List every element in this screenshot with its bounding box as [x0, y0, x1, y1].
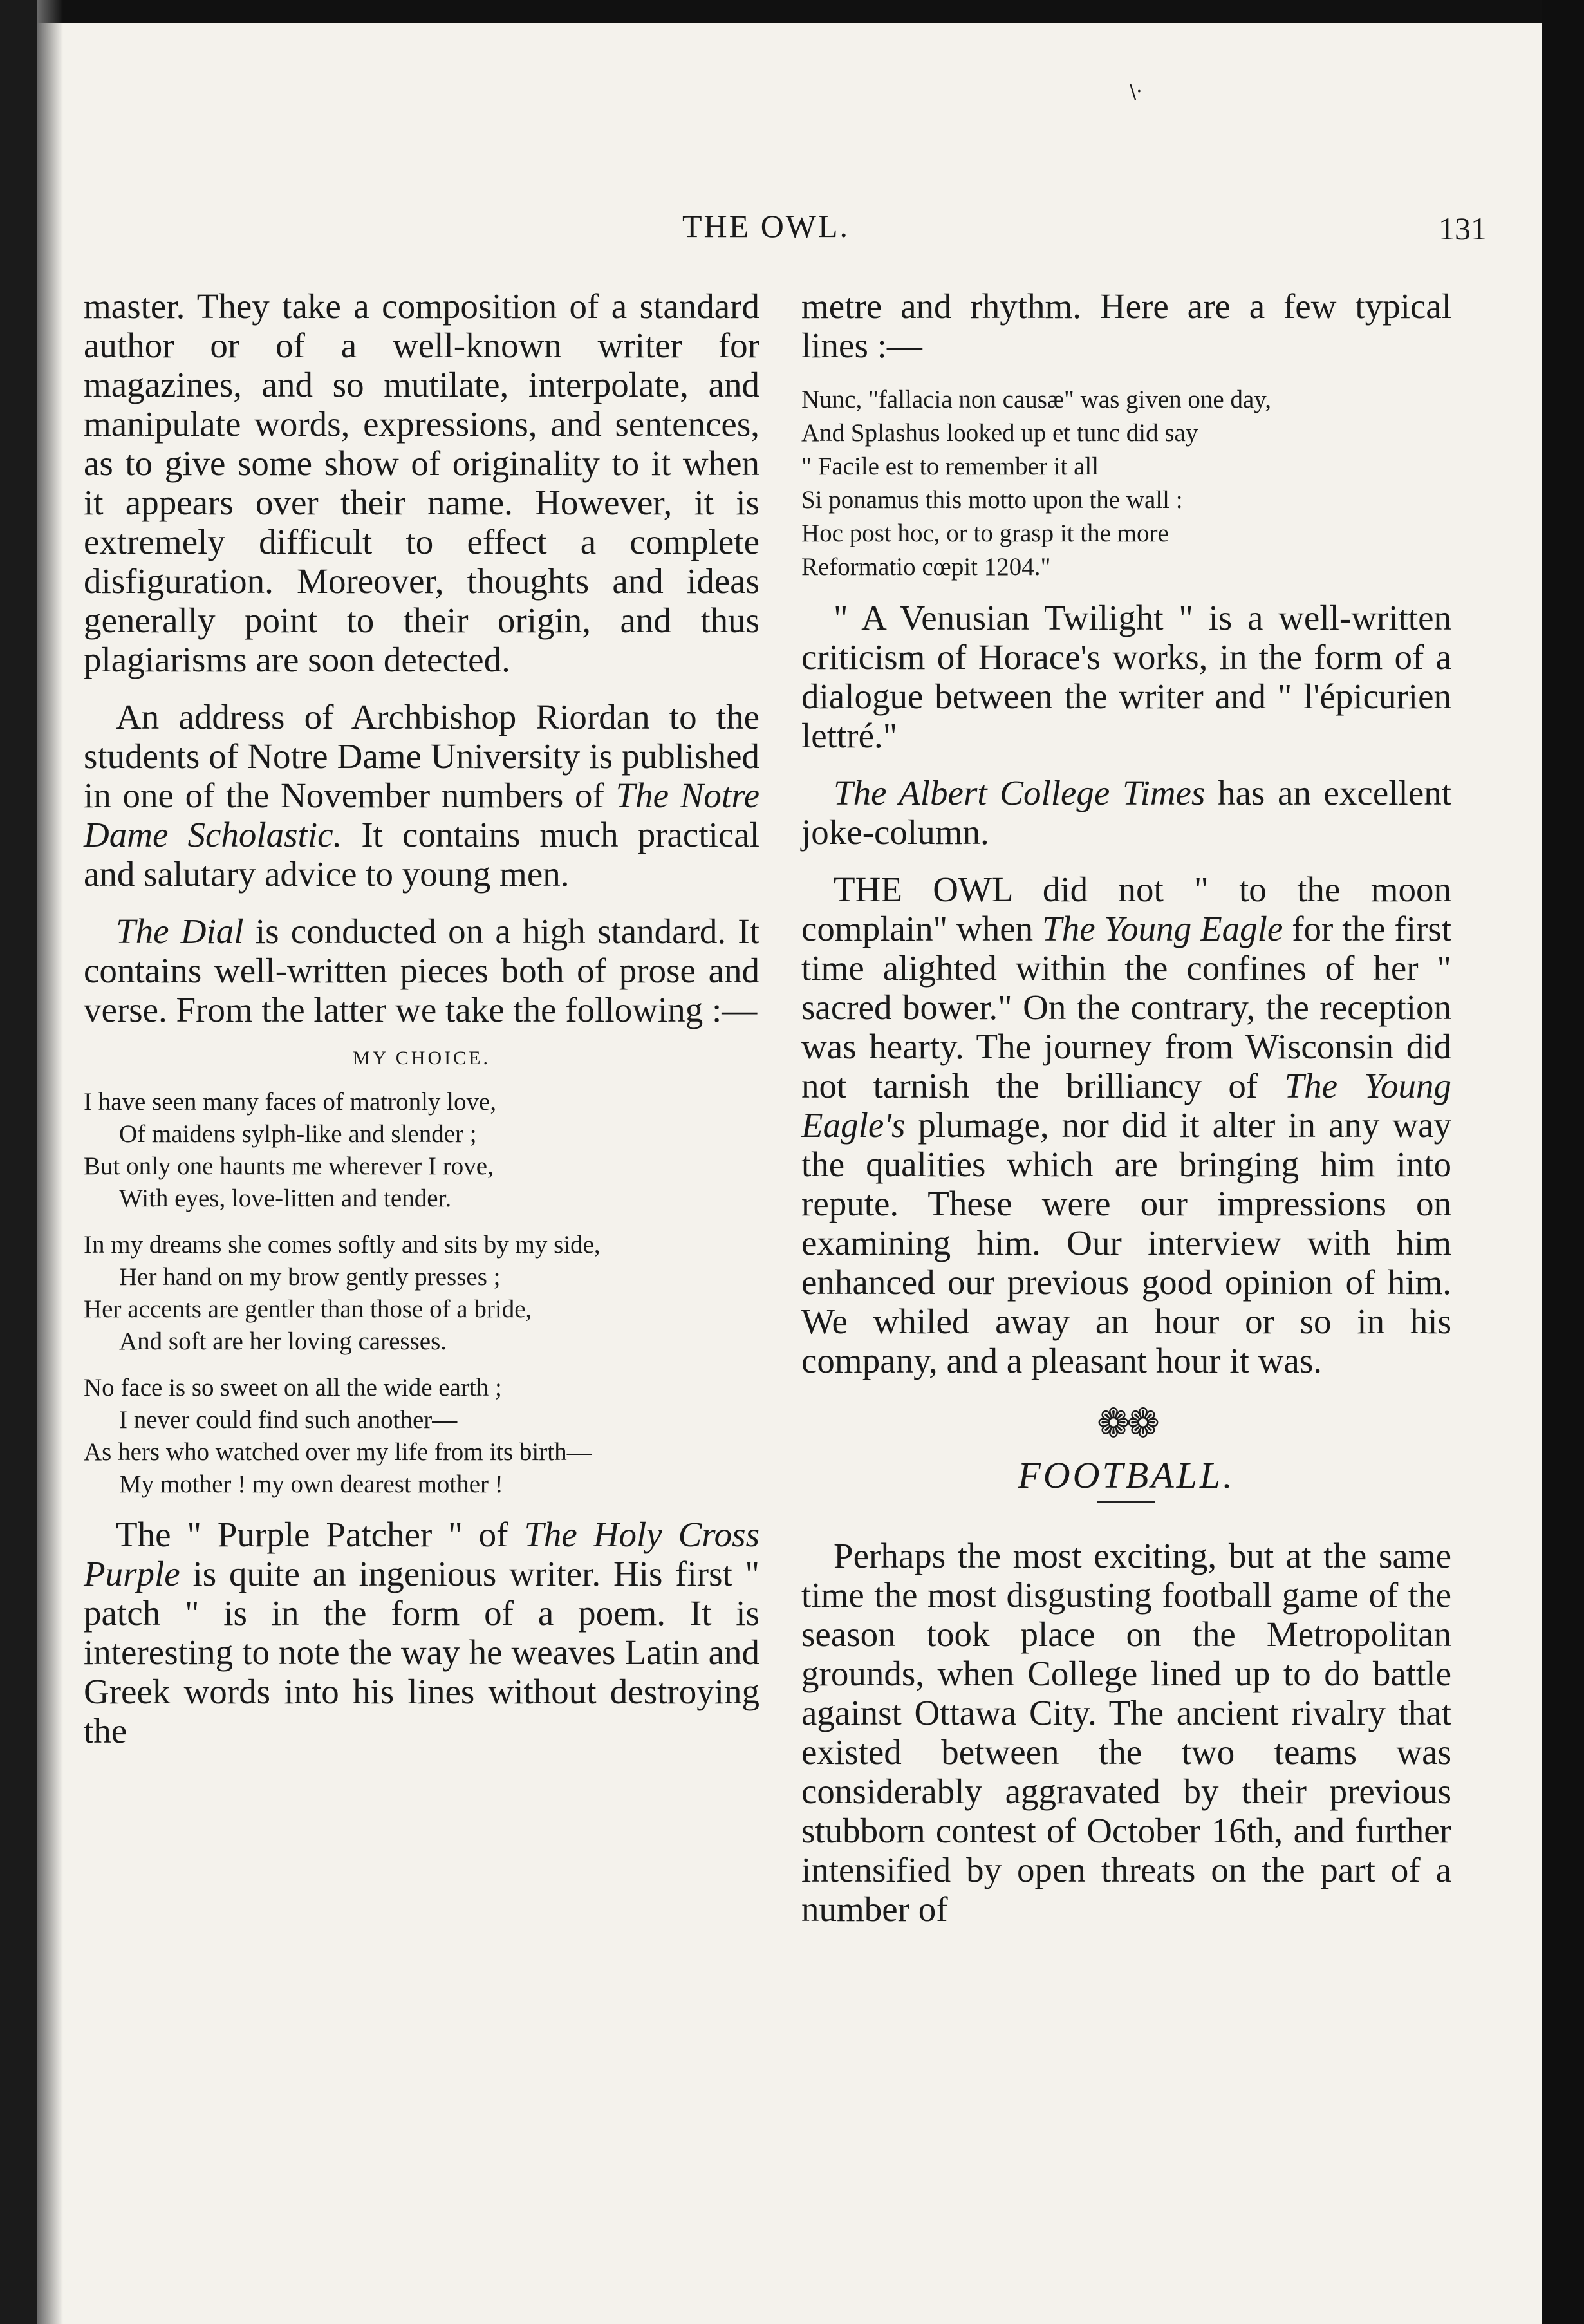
paragraph-text: It contains much practical and salutary advice to young men.	[84, 815, 759, 894]
publication-title: The Holy Cross Purple	[84, 1515, 759, 1593]
paragraph-text: The " Purple Patcher " of	[116, 1515, 525, 1554]
paragraph-dial	[84, 912, 759, 1029]
right-column	[801, 286, 1451, 1947]
poem-stanza-3	[84, 1372, 759, 1501]
paragraph-young-eagle	[801, 870, 1451, 1380]
left-column	[84, 286, 759, 1768]
quote-line: Nunc, "fallacia non causæ" was given one day,	[801, 386, 1271, 413]
verse-line: Her hand on my brow gently presses ;	[119, 1263, 501, 1291]
quote-line: Si ponamus this motto upon the wall :	[801, 486, 1183, 514]
page-number: 131	[1439, 211, 1487, 247]
publication-title: The Albert College Times	[834, 773, 1206, 812]
publication-title: The Notre Dame Scholastic.	[84, 776, 759, 854]
paragraph-text: THE OWL did not " to the moon complain" when	[801, 870, 1451, 948]
verse-line: Of maidens sylph-like and slender ;	[119, 1120, 477, 1148]
scan-binding-edge	[0, 0, 37, 2324]
publication-title: The Dial	[116, 912, 244, 951]
latin-verse-quote	[801, 383, 1451, 584]
verse-line: Her accents are gentler than those of a bride,	[84, 1295, 532, 1323]
poem-stanza-2	[84, 1229, 759, 1358]
paragraph-text: for the first time alighted within the confines of her " sacred bower." On the contrary, the reception was hearty. The journey from Wisconsin did not tarnish the brilliancy of	[801, 909, 1452, 1105]
paragraph-football: Perhaps the most exciting, but at the same time the most disgusting football game of the season took place on the Metropolitan grounds, when College lined up to do battle against Ottawa City. The ancient rivalry that existed between the two teams was considerably aggravated by their previous stubborn contest of October 16th, and further intensified by open threats on the part of a number of	[801, 1536, 1451, 1929]
scan-top-border	[0, 0, 1545, 23]
running-title: THE OWL.	[682, 208, 850, 244]
ornament-icon: ❁❁	[1097, 1402, 1156, 1446]
paragraph-text: is conducted on a high standard. It contains well-written pieces both of prose and verse. From the latter we take the following :—	[84, 912, 760, 1029]
paragraph-metre: metre and rhythm. Here are a few typical lines :—	[801, 286, 1451, 365]
quote-line: Reformatio cœpit 1204."	[801, 553, 1051, 581]
paragraph-plagiarism: master. They take a composition of a standard author or of a well-known writer for magazines, and so mutilate, interpolate, and manipulate words, expressions, and sentences, as to give some show of originality to it when it appears over their name. However, it is extremely difficult to effect a complete disfiguration. Moreover, thoughts and ideas generally point to their origin, and thus plagiarisms are soon detected.	[84, 286, 759, 679]
verse-line: No face is so sweet on all the wide earth ;	[84, 1374, 502, 1401]
verse-line: And soft are her loving caresses.	[119, 1327, 447, 1355]
publication-title: The Young Eagle	[1042, 909, 1283, 948]
section-title: FOOTBALL.	[1018, 1454, 1235, 1496]
paragraph-venusian: " A Venusian Twilight " is a well-written criticism of Horace's works, in the form of a dialogue between the writer and " l'épicurien lettré."	[801, 598, 1451, 755]
paragraph-albert-college	[801, 773, 1451, 852]
verse-line: I have seen many faces of matronly love,	[84, 1088, 497, 1116]
verse-line: My mother ! my own dearest mother !	[119, 1470, 503, 1498]
paragraph-purple-patcher	[84, 1515, 759, 1750]
paragraph-text: plumage, nor did it alter in any way the qualities which are bringing him into repute. These were our impressions on examining him. Our interview with him enhanced our previous good opinion of him. We whiled away an hour or so in his company, and a pleasant hour it was.	[801, 1105, 1451, 1380]
section-rule	[1097, 1501, 1155, 1503]
verse-line: I never could find such another—	[119, 1406, 458, 1434]
quote-line: And Splashus looked up et tunc did say	[801, 419, 1198, 447]
quote-line: " Facile est to remember it all	[801, 453, 1099, 480]
paragraph-riordan	[84, 697, 759, 894]
verse-line: As hers who watched over my life from its birth—	[84, 1438, 592, 1466]
paragraph-text: has an excellent joke-column.	[801, 773, 1452, 852]
running-header	[84, 207, 1487, 252]
quote-line: Hoc post hoc, or to grasp it the more	[801, 520, 1169, 547]
publication-title: The Young Eagle's	[801, 1066, 1452, 1145]
poem-stanza-1	[84, 1086, 759, 1215]
paragraph-text: An address of Archbishop Riordan to the students of Notre Dame University is published in one of the November numbers of	[84, 697, 759, 815]
poem-title: MY CHOICE.	[353, 1047, 490, 1069]
verse-line: In my dreams she comes softly and sits by my side,	[84, 1231, 601, 1259]
verse-line: But only one haunts me wherever I rove,	[84, 1152, 494, 1180]
paragraph-text: is quite an ingenious writer. His first " patch " is in the form of a poem. It is interesting to note the way he weaves Latin and Greek words into his lines without destroying the	[84, 1554, 759, 1750]
print-speck: \·	[1130, 80, 1142, 103]
scan-right-border	[1542, 0, 1584, 2324]
verse-line: With eyes, love-litten and tender.	[119, 1185, 452, 1212]
